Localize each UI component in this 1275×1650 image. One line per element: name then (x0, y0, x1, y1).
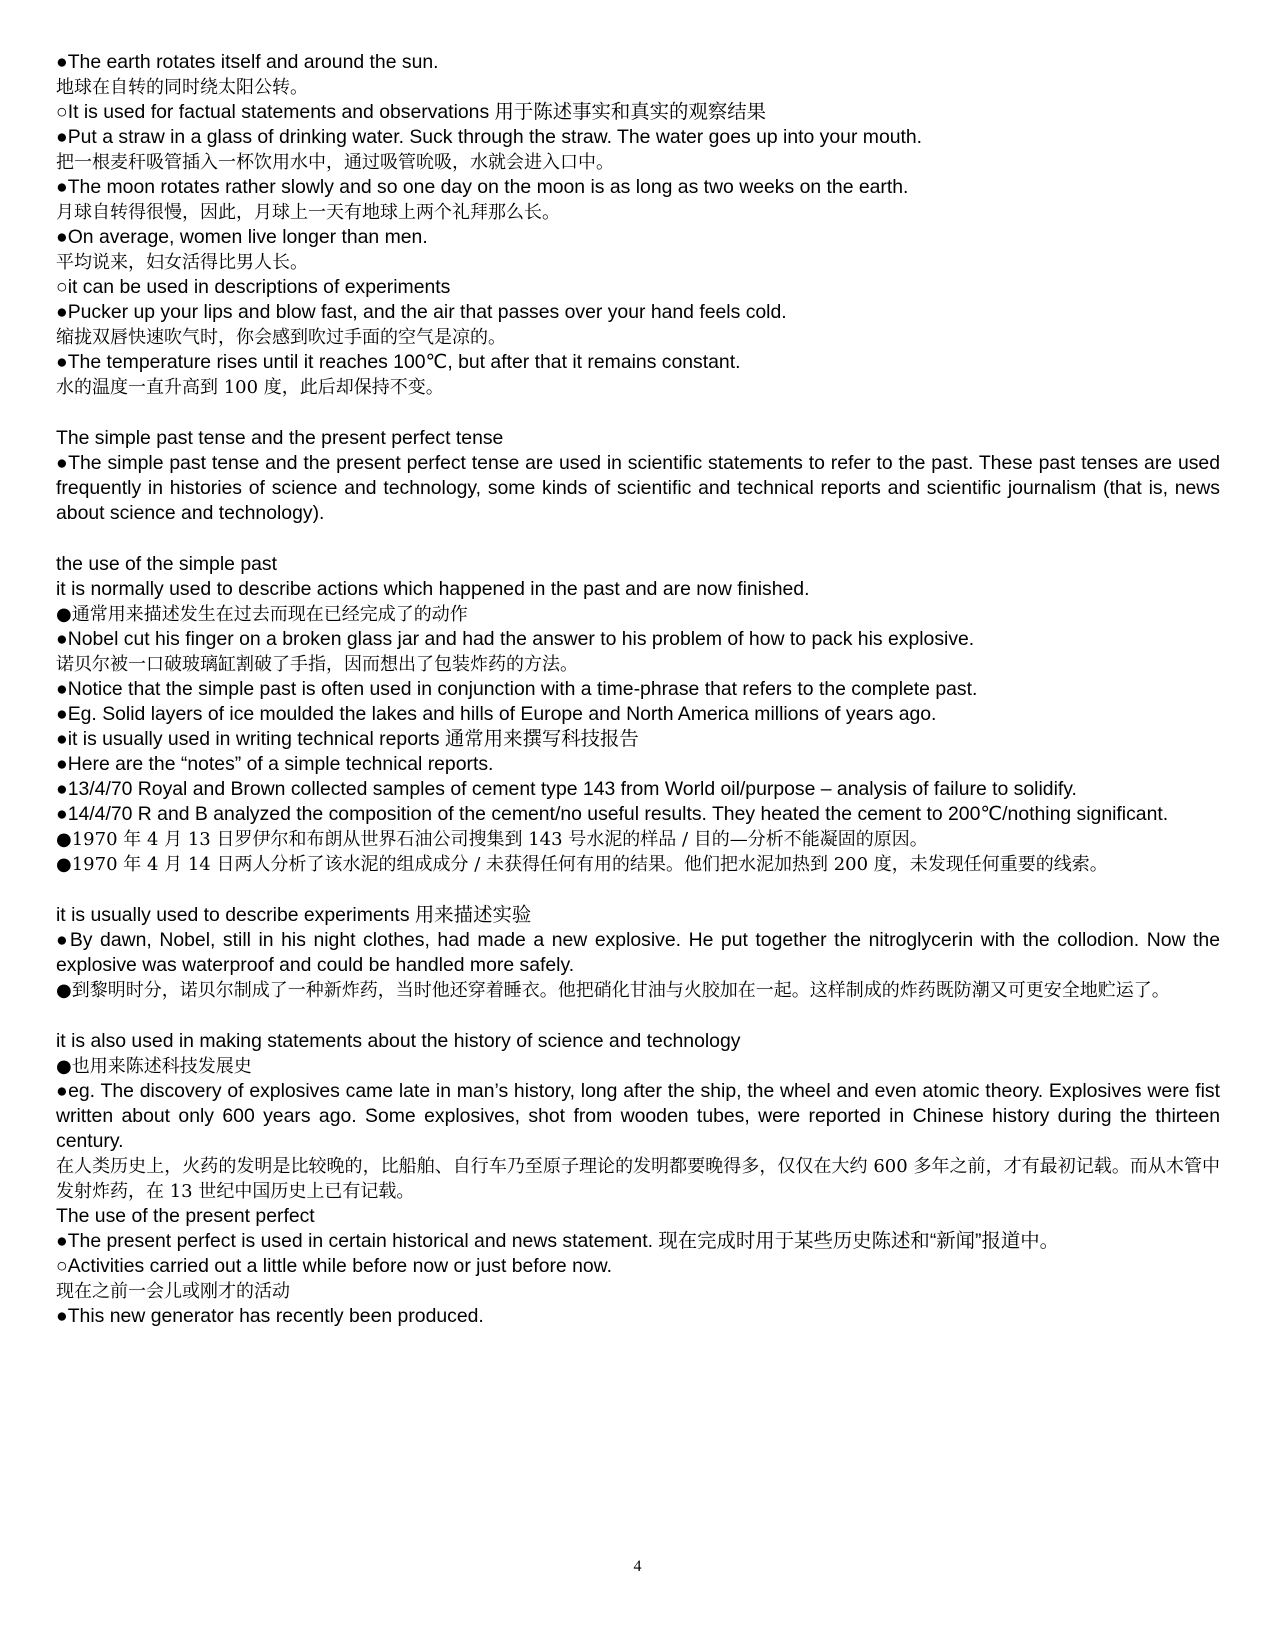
paragraph-gap (56, 877, 1220, 903)
text-line: ●Eg. Solid layers of ice moulded the lakes and hills of Europe and North America millions of years ago. (56, 703, 937, 725)
text-line: The use of the present perfect (56, 1205, 315, 1227)
text-line: it is usually used to describe experiments 用来描述实验 (56, 904, 532, 926)
chinese-translation-line: 诺贝尔被一口破玻璃缸割破了手指，因而想出了包装炸药的方法。 (56, 654, 578, 675)
paragraph-gap (56, 1003, 1220, 1029)
text-line: The simple past tense and the present perfect tense (56, 427, 504, 449)
chinese-translation-line: 缩拢双唇快速吹气时，你会感到吹过手面的空气是凉的。 (56, 327, 506, 348)
chinese-translation-line: ●也用来陈述科技发展史 (56, 1056, 252, 1077)
text-line: ●Put a straw in a glass of drinking water. Suck through the straw. The water goes up into your mouth. (56, 126, 923, 148)
chinese-translation-line: ●到黎明时分，诺贝尔制成了一种新炸药，当时他还穿着睡衣。他把硝化甘油与火胶加在一起。这样制成的炸药既防潮又可更安全地贮运了。 (56, 980, 1170, 1001)
chinese-translation-line: ●1970 年 4 月 13 日罗伊尔和布朗从世界石油公司搜集到 143 号水泥的样品 / 目的—分析不能凝固的原因。 (56, 829, 928, 850)
text-line: ●Here are the “notes” of a simple technical reports. (56, 753, 494, 775)
chinese-translation-line: ●1970 年 4 月 14 日两人分析了该水泥的组成成分 / 未获得任何有用的结果。他们把水泥加热到 200 度，未发现任何重要的线索。 (56, 854, 1108, 875)
document-body (56, 50, 1220, 1329)
text-line: it is normally used to describe actions which happened in the past and are now finished. (56, 578, 810, 600)
paragraph-gap (56, 526, 1220, 552)
chinese-translation-line: 平均说来，妇女活得比男人长。 (56, 252, 308, 273)
page-number: 4 (633, 1558, 642, 1575)
text-line: ●The simple past tense and the present perfect tense are used in scientific statements to refer to the past. These past tenses are used frequently in histories of science and technology, some kinds of scientific and technical reports and scientific journalism (that is, news about science and technology). (56, 452, 1220, 524)
text-line: ●This new generator has recently been produced. (56, 1305, 484, 1327)
chinese-translation-line: ●通常用来描述发生在过去而现在已经完成了的动作 (56, 604, 468, 625)
chinese-translation-line: 月球自转得很慢，因此，月球上一天有地球上两个礼拜那么长。 (56, 202, 560, 223)
text-line: ●By dawn, Nobel, still in his night clothes, had made a new explosive. He put together the nitroglycerin with the collodion. Now the explosive was waterproof and could be handled more safely. (56, 929, 1220, 976)
text-line: ●Notice that the simple past is often used in conjunction with a time-phrase that refers to the complete past. (56, 678, 978, 700)
text-line: ●Pucker up your lips and blow fast, and the air that passes over your hand feels cold. (56, 301, 787, 323)
paragraph-gap (56, 400, 1220, 426)
chinese-translation-line: 水的温度一直升高到 100 度，此后却保持不变。 (56, 377, 444, 398)
text-line: ○it can be used in descriptions of experiments (56, 276, 451, 298)
text-line: ●Nobel cut his finger on a broken glass jar and had the answer to his problem of how to pack his explosive. (56, 628, 975, 650)
text-line: ●14/4/70 R and B analyzed the composition of the cement/no useful results. They heated the cement to 200℃/nothing significant. (56, 803, 1169, 825)
chinese-translation-line: 把一根麦秆吸管插入一杯饮用水中，通过吸管吮吸，水就会进入口中。 (56, 152, 614, 173)
text-line: ●The moon rotates rather slowly and so one day on the moon is as long as two weeks on the earth. (56, 176, 909, 198)
text-line: ●The temperature rises until it reaches 100℃, but after that it remains constant. (56, 351, 741, 373)
text-line: ●On average, women live longer than men. (56, 226, 428, 248)
text-line: ●13/4/70 Royal and Brown collected samples of cement type 143 from World oil/purpose – analysis of failure to solidify. (56, 778, 1077, 800)
text-line: ●it is usually used in writing technical reports 通常用来撰写科技报告 (56, 728, 639, 750)
text-line: it is also used in making statements about the history of science and technology (56, 1030, 741, 1052)
text-line: ●The present perfect is used in certain historical and news statement. 现在完成时用于某些历史陈述和“新闻”报道中。 (56, 1230, 1060, 1252)
text-line: ○It is used for factual statements and observations 用于陈述事实和真实的观察结果 (56, 101, 767, 123)
text-line: the use of the simple past (56, 553, 277, 575)
chinese-translation-line: 在人类历史上，火药的发明是比较晚的，比船舶、自行车乃至原子理论的发明都要晚得多，仅仅在大约 600 多年之前，才有最初记载。而从木管中发射炸药，在 13 世纪中国历史上已有记载。 (56, 1156, 1220, 1202)
text-line: ●eg. The discovery of explosives came late in man’s history, long after the ship, the wheel and even atomic theory. Explosives were fist written about only 600 years ago. Some explosives, shot from wooden tubes, were reported in Chinese history during the thirteen century. (56, 1080, 1220, 1152)
text-line: ○Activities carried out a little while before now or just before now. (56, 1255, 612, 1277)
chinese-translation-line: 现在之前一会儿或刚才的活动 (56, 1281, 290, 1302)
chinese-translation-line: 地球在自转的同时绕太阳公转。 (56, 77, 308, 98)
text-line: ●The earth rotates itself and around the sun. (56, 51, 439, 73)
